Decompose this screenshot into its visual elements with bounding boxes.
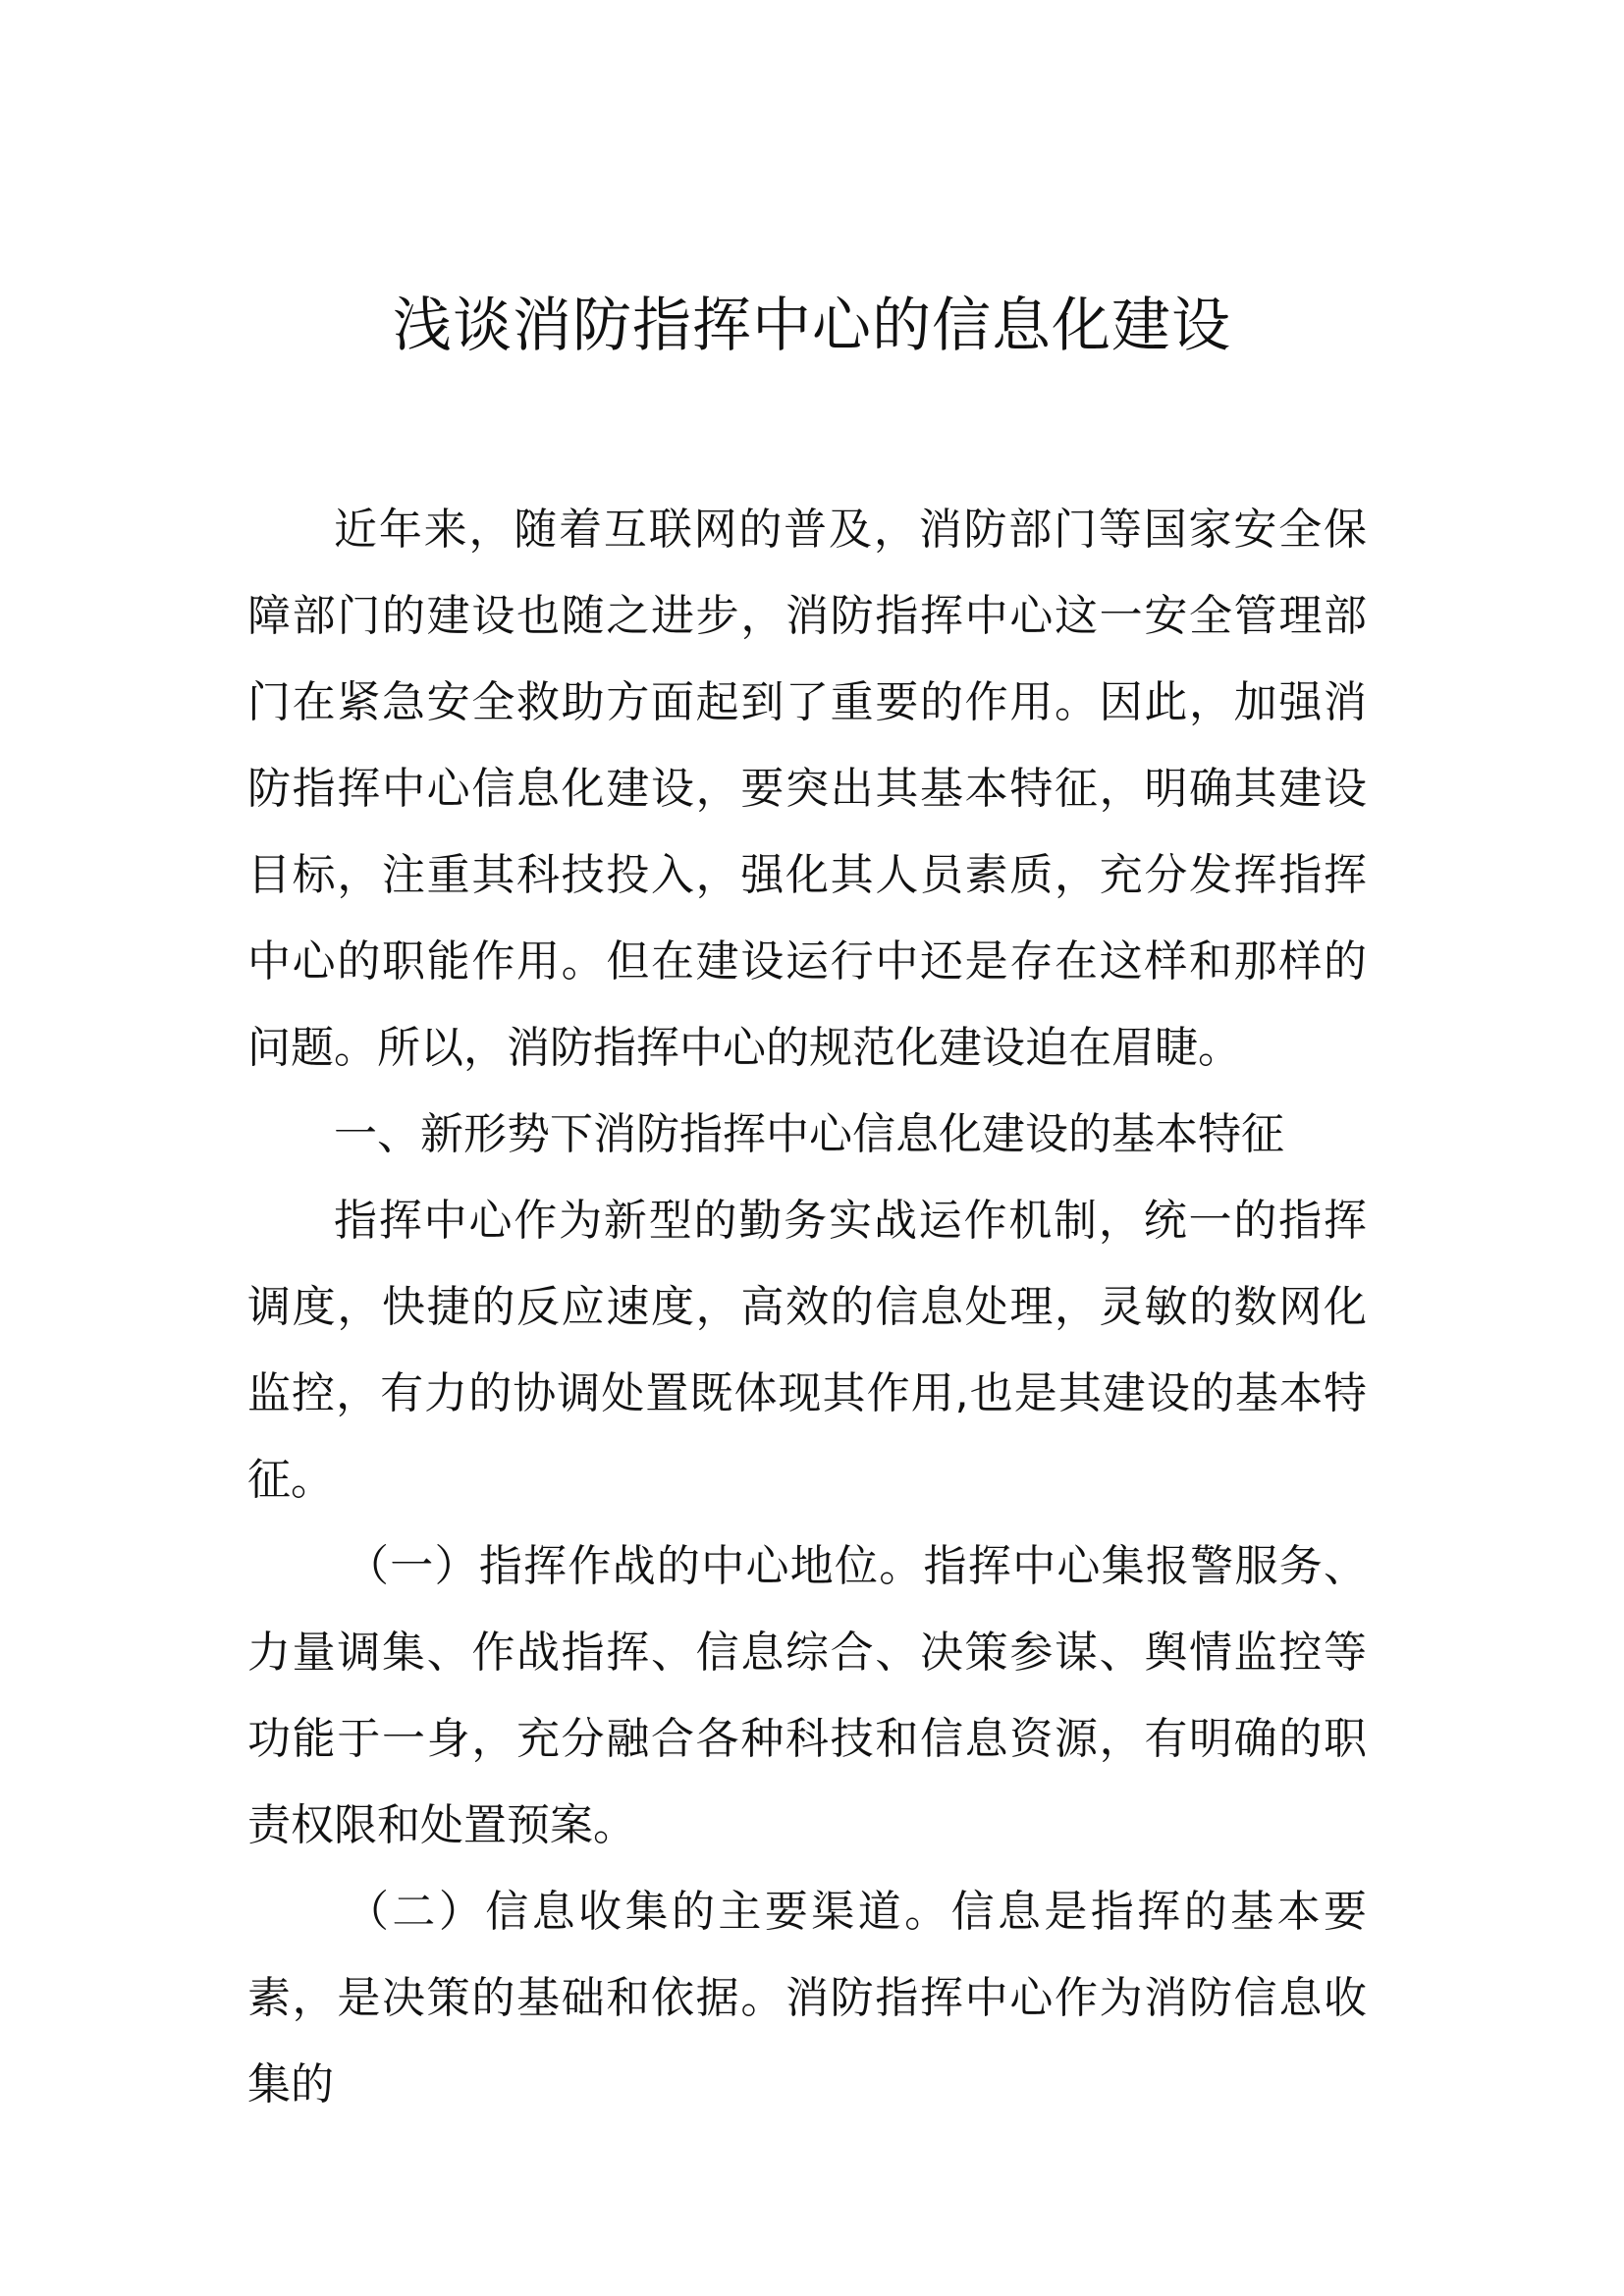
paragraph-subsection-1: （一）指挥作战的中心地位。指挥中心集报警服务、力量调集、作战指挥、信息综合、决策参谋、舆情监控等功能于一身，充分融合各种科技和信息资源，有明确的职责权限和处置预案。 [247, 1541, 1367, 1850]
paragraph-intro: 近年来，随着互联网的普及，消防部门等国家安全保障部门的建设也随之进步，消防指挥中心这一安全管理部门在紧急安全救助方面起到了重要的作用。因此，加强消防指挥中心信息化建设，要突出其基本特征，明确其建设目标，注重其科技投入，强化其人员素质，充分发挥指挥中心的职能作用。但在建设运行中还是存在这样和那样的问题。所以，消防指挥中心的规范化建设迫在眉睫。 [247, 505, 1367, 1073]
paragraph-subsection-2: （二）信息收集的主要渠道。信息是指挥的基本要素，是决策的基础和依据。消防指挥中心作为消防信息收集的 [247, 1887, 1367, 2109]
document-body [247, 487, 1367, 2128]
paragraph-section-intro: 指挥中心作为新型的勤务实战运作机制，统一的指挥调度，快捷的反应速度，高效的信息处理，灵敏的数网化监控，有力的协调处置既体现其作用,也是其建设的基本特征。 [247, 1196, 1367, 1505]
document-title: 浅谈消防指挥中心的信息化建设 [393, 292, 1231, 360]
section-heading: 一、新形势下消防指挥中心信息化建设的基本特征 [334, 1109, 1284, 1159]
